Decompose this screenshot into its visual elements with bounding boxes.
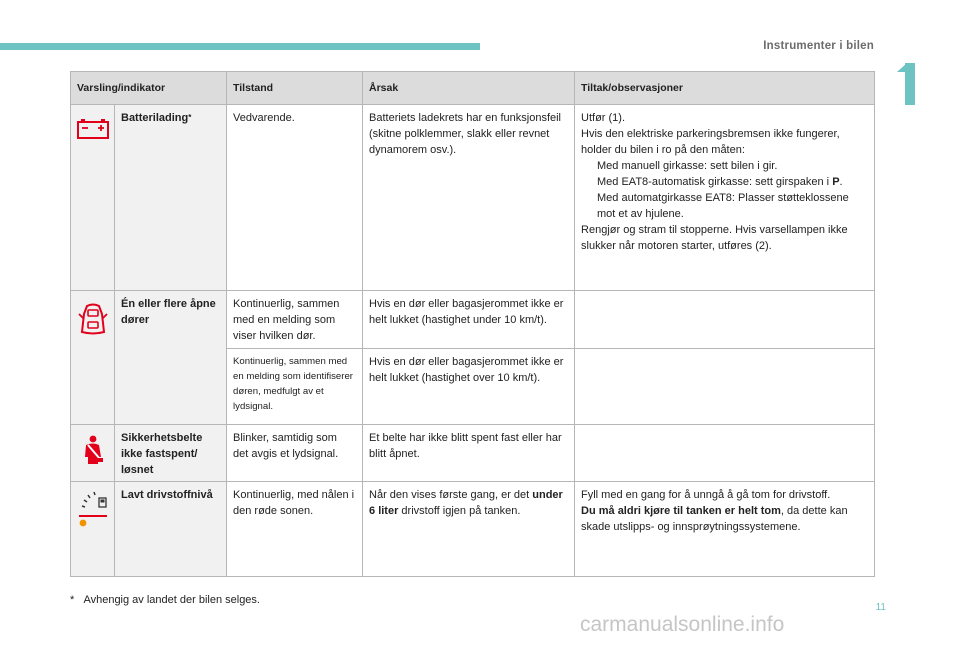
door-icon-cell bbox=[71, 291, 115, 425]
battery-state: Vedvarende. bbox=[227, 105, 363, 291]
table-header-row bbox=[71, 72, 875, 105]
battery-action-line-1: Utfør (1). bbox=[581, 112, 626, 124]
battery-action-line-3: Rengjør og stram til stopperne. Hvis varsellampen ikke slukker når motoren starter, utføres (2). bbox=[581, 224, 848, 252]
seatbelt-icon bbox=[80, 435, 106, 465]
doors-cause-1: Hvis en dør eller bagasjerommet ikke er helt lukket (hastighet under 10 km/t). bbox=[363, 291, 575, 349]
header-accent-bar bbox=[0, 43, 480, 50]
seatbelt-action bbox=[575, 425, 875, 482]
doors-state-1: Kontinuerlig, sammen med en melding som viser hvilken dør. bbox=[227, 291, 363, 349]
column-header-indicator: Varsling/indikator bbox=[71, 72, 227, 105]
fuel-state: Kontinuerlig, med nålen i den røde sonen. bbox=[227, 482, 363, 577]
page-number: 11 bbox=[875, 602, 886, 613]
battery-icon-cell bbox=[71, 105, 115, 291]
table-row-battery bbox=[71, 105, 875, 291]
column-header-action: Tiltak/observasjoner bbox=[575, 72, 875, 105]
watermark: carmanualsonline.info bbox=[580, 613, 785, 636]
fuel-label: Lavt drivstoffnivå bbox=[115, 482, 227, 577]
column-header-state: Tilstand bbox=[227, 72, 363, 105]
column-header-cause: Årsak bbox=[363, 72, 575, 105]
doors-action-1 bbox=[575, 291, 875, 349]
battery-cause: Batteriets ladekrets har en funksjonsfeil (skitne polklemmer, slakk eller revnet dynamorem osv.). bbox=[363, 105, 575, 291]
doors-state-2: Kontinuerlig, sammen med en melding som identifiserer døren, medfulgt av et lydsignal. bbox=[227, 349, 363, 425]
battery-icon bbox=[76, 118, 110, 140]
table-row-doors-1 bbox=[71, 291, 875, 349]
fuel-gauge-icon bbox=[75, 490, 111, 530]
battery-action bbox=[575, 105, 875, 291]
table-row-seatbelt bbox=[71, 425, 875, 482]
fuel-cause: Når den vises første gang, er det under 6 liter drivstoff igjen på tanken. bbox=[363, 482, 575, 577]
seatbelt-cause: Et belte har ikke blitt spent fast eller har blitt åpnet. bbox=[363, 425, 575, 482]
battery-bullet-2: Med EAT8-automatisk girkasse: sett girspaken i P. bbox=[597, 176, 843, 188]
warning-indicator-table bbox=[70, 71, 875, 577]
battery-bullet-1: Med manuell girkasse: sett bilen i gir. bbox=[597, 160, 778, 172]
seatbelt-label: Sikkerhetsbelte ikke fastspent/ løsnet bbox=[115, 425, 227, 482]
doors-action-2 bbox=[575, 349, 875, 425]
footnote-text: Avhengig av landet der bilen selges. bbox=[83, 594, 260, 606]
open-door-icon bbox=[78, 302, 108, 336]
chapter-number-tab bbox=[895, 57, 919, 105]
seatbelt-state: Blinker, samtidig som det avgis et lydsignal. bbox=[227, 425, 363, 482]
arrow-bullet-icon bbox=[583, 190, 597, 222]
doors-cause-2: Hvis en dør eller bagasjerommet ikke er helt lukket (hastighet over 10 km/t). bbox=[363, 349, 575, 425]
footnote bbox=[70, 594, 260, 606]
section-title: Instrumenter i bilen bbox=[763, 40, 874, 52]
battery-label: Batterilading bbox=[121, 112, 189, 124]
seatbelt-icon-cell bbox=[71, 425, 115, 482]
fuel-icon-cell bbox=[71, 482, 115, 577]
fuel-action: Fyll med en gang for å unngå å gå tom for drivstoff. Du må aldri kjøre til tanken er helt tom, da dette kan skade utslipps- og innsprøytningssystemene. bbox=[575, 482, 875, 577]
footnote-marker: * bbox=[70, 594, 75, 606]
table-row-fuel bbox=[71, 482, 875, 577]
doors-label: Én eller flere åpne dører bbox=[115, 291, 227, 425]
battery-action-line-2: Hvis den elektriske parkeringsbremsen ikke fungerer, holder du bilen i ro på den måten: bbox=[581, 128, 840, 156]
battery-label-cell bbox=[115, 105, 227, 291]
footnote-marker: * bbox=[188, 113, 192, 122]
battery-bullet-3: Med automatgirkasse EAT8: Plasser støtteklossene mot et av hjulene. bbox=[581, 190, 867, 222]
